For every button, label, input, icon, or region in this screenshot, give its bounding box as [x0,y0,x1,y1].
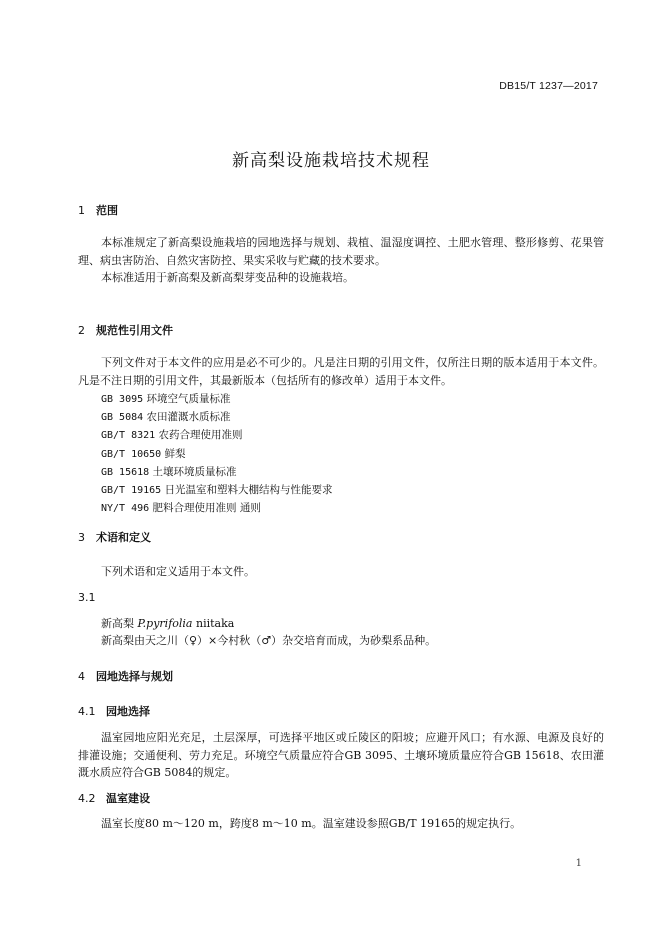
section-title: 术语和定义 [96,531,151,544]
reference-name: 农药合理使用准则 [158,429,243,442]
reference-item [101,481,333,499]
standard-code: DB15/T 1237—2017 [499,80,598,92]
section-2-para-1: 下列文件对于本文件的应用是必不可少的。凡是注日期的引用文件，仅所注日期的版本适用于本文件。凡是不注日期的引用文件，其最新版本（包括所有的修改单）适用于本文件。 [78,356,604,387]
reference-item [101,499,333,517]
section-number: 2 [78,324,85,337]
reference-item [101,426,333,444]
term-definition: 新高梨由天之川（♀）×今村秋（♂）杂交培育而成，为砂梨系品种。 [101,634,437,647]
subsection-number: 4.2 [78,792,96,805]
section-number: 4 [78,670,85,683]
subsection-number: 4.1 [78,705,96,718]
reference-item [101,463,333,481]
reference-name: 农田灌溉水质标准 [146,411,231,424]
reference-item [101,445,333,463]
reference-item [101,408,333,426]
page-number: 1 [575,858,582,869]
reference-code: NY/T 496 [101,503,150,515]
subsection-3-1-number: 3.1 [78,591,96,604]
subsection-4-1-para: 温室园地应阳光充足，土层深厚，可选择平地区或丘陵区的阳坡；应避开风口；有水源、电源及良好的排灌设施；交通便利、劳力充足。环境空气质量应符合GB 3095、土壤环境质量应符合GB 15618、农田灌溉水质应符合GB 5084的规定。 [78,731,604,779]
document-title: 新高梨设施栽培技术规程 [232,151,430,171]
reference-code: GB/T 19165 [101,484,162,496]
section-4-heading [78,668,173,684]
subsection-4-2-heading [78,790,150,806]
subsection-title: 温室建设 [106,792,150,805]
section-3-para-1: 下列术语和定义适用于本文件。 [101,565,255,578]
subsection-title: 园地选择 [106,705,150,718]
term-cultivar: niitaka [196,617,235,630]
reference-name: 日光温室和塑料大棚结构与性能要求 [164,483,333,496]
reference-code: GB/T 10650 [101,448,162,460]
reference-code: GB 15618 [101,466,150,478]
section-title: 规范性引用文件 [96,324,173,337]
term-chinese: 新高梨 [101,617,134,630]
section-title: 园地选择与规划 [96,670,173,683]
reference-item [101,390,333,408]
section-1-heading [78,202,118,218]
subsection-4-1-heading [78,703,150,719]
normative-references-list [101,390,333,517]
reference-name: 环境空气质量标准 [146,393,231,405]
reference-name: 鲜梨 [164,447,186,460]
reference-code: GB 3095 [101,394,144,405]
section-number: 1 [78,204,85,217]
reference-code: GB/T 8321 [101,430,156,442]
section-title: 范围 [96,204,118,217]
section-number: 3 [78,531,85,544]
reference-code: GB 5084 [101,412,144,424]
section-1-para-2: 本标准适用于新高梨及新高梨芽变品种的设施栽培。 [101,271,354,284]
section-1-para-1: 本标准规定了新高梨设施栽培的园地选择与规划、栽植、温湿度调控、土肥水管理、整形修剪、花果管理、病虫害防治、自然灾害防控、果实采收与贮藏的技术要求。 [78,236,604,267]
subsection-4-2-para: 温室长度80 m～120 m，跨度8 m～10 m。温室建设参照GB/T 19165的规定执行。 [101,817,522,830]
reference-name: 土壤环境质量标准 [152,465,237,478]
reference-name: 肥料合理使用准则 通则 [152,502,261,515]
term-latin: P.pyrifolia [137,617,193,630]
section-2-heading [78,322,173,338]
term-entry [101,615,234,633]
section-3-heading [78,529,151,545]
